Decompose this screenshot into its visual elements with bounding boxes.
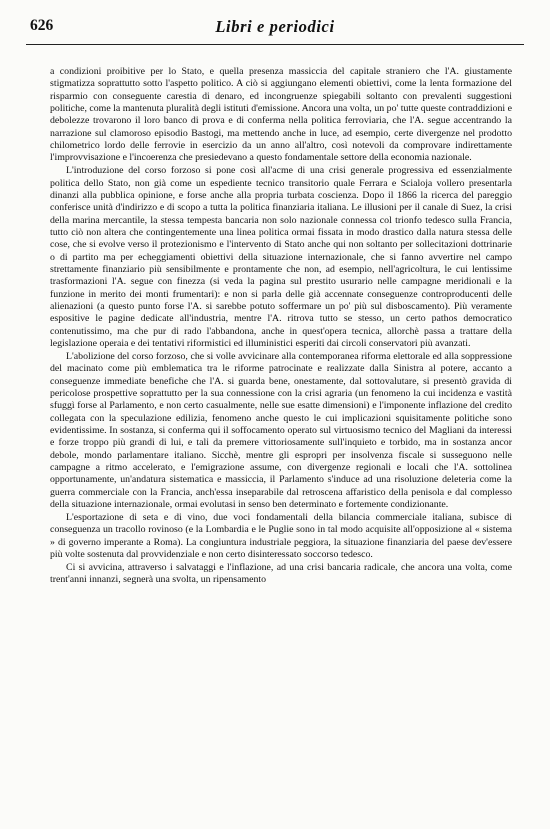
paragraph-5: Ci si avvicina, attraverso i salvataggi e l'inflazione, ad una crisi bancaria radicale, che ancora una volta, come trent'anni innanzi, segnerà una svolta, un ripensamento [50,561,512,586]
page-header [26,14,524,45]
paragraph-4: L'esportazione di seta e di vino, due voci fondamentali della bilancia commerciale italiana, subisce di conseguenza un tracollo rovinoso (e la Lombardia e le Puglie sono in tal modo acquisite all'opposizione al « sistema » di governo imperante a Roma). La congiuntura industriale peggiora, la situazione finanziaria del paese dev'essere più volte sostenuta dal provvidenziale e non certo disinteressato soccorso tedesco. [50,511,512,560]
paragraph-3: L'abolizione del corso forzoso, che si volle avvicinare alla contemporanea riforma elettorale ed alla soppressione del macinato come più emblematica tra le riforme patrocinate e realizzate dalla Sinistra al potere, accanto a conseguenze immediate benefiche che l'A. si guarda bene, onestamente, dal sottovalutare, si presentò gravida di pericolose prospettive soprattutto per la sua connessione con la crisi agraria (un fenomeno la cui incidenza e vastità sfuggì forse al Parlamento, e non certo casualmente, nelle sue esatte dimensioni) e l'imponente inflazione del credito collegata con la speculazione edilizia, fenomeno anche questo le cui implicazioni squisitamente politiche sono evidentissime. In sostanza, si conferma qui il soffocamento operato sul virtuosismo tecnico del Magliani da interessi e forze troppo più grandi di lui, e tali da premere vittoriosamente sull'inquieto e torbido, ma in sostanza ancor debole, mondo parlamentare italiano. Sicchè, mentre gli espropri per insolvenza fiscale si susseguono nelle campagne a ritmo accelerato, e l'emigrazione assume, con divergenze regionali e locali che l'A. sottolinea opportunamente, un'andatura sistematica e massiccia, il Parlamento s'induce ad una risoluzione deleteria come la guerra commerciale con la Francia, anch'essa inseparabile dal retroscena affaristico della penisola e dal complesso della situazione internazionale, ormai evolutasi in senso ben determinato e fortemente condizionante. [50,350,512,511]
body-text [50,66,512,586]
running-title: Libri e periodici [215,17,335,36]
page-number: 626 [30,17,54,34]
paragraph-1: a condizioni proibitive per lo Stato, e quella presenza massiccia del capitale straniero che l'A. giustamente stigmatizza soprattutto sotto l'aspetto politico. A ciò si aggiungano elementi obiettivi, come la lenta formazione del risparmio con conseguente carestia di denaro, ed incongruenze spiegabili soltanto con prevalenti suggestioni politiche, come la mantenuta pluralità degli istituti d'emissione. Ancora una volta, un po' tutte queste contraddizioni e debolezze trovarono il loro banco di prova e di conferma nella politica ferroviaria, che l'A. segue accentrando la narrazione sul clamoroso episodio Bastogi, ma mettendo anche in luce, ad esempio, certe divergenze nel prodotto chilometrico lordo delle ferrovie in esercizio da un anno all'altro, così notevoli da comprovare indirettamente l'improvvisazione e l'incoerenza che presiedevano a questo fondamentale settore della economia nazionale. [50,66,512,164]
paragraph-2: L'introduzione del corso forzoso si pone così all'acme di una crisi generale progressiva ed essenzialmente politica dello Stato, non già come un espediente tecnico transitorio quale Ferrara e Scialoja vollero presentarla dinanzi alla pubblica opinione, e forse anche alla propria turbata coscienza. Dopo il 1866 la ricerca del pareggio conferisce unità d'indirizzo e di scopo a tutta la politica finanziaria italiana. Le illusioni per il canale di Suez, la crisi della marina mercantile, la stessa tempesta bancaria non solo nazionale connessa col trionfo tedesco sulla Francia, tutto ciò non altera che contingentemente una linea politica ormai fissata in modo drastico dalla natura stessa delle cose, che si evolve verso il protezionismo e l'intervento di Stato anche qui non soltanto per sollecitazioni dottrinarie o di partito ma per echeggiamenti obiettivi della situazione internazionale, che si fanno avvertire nel campo strettamente finanziario più sensibilmente e prontamente che non, ad esempio, nell'agricoltura, le cui lentissime trasformazioni l'A. segue con finezza (si veda la pagina sul prestito usurario nelle campagne meridionali e la funzione in merito dei monti frumentari): e non si parla delle già accennate conseguenze controproducenti delle alienazioni (a questo punto forse l'A. si sarebbe potuto soffermare un po' più sul disboscamento). Più veramente espositive le pagine dedicate all'industria, mentre l'A. ritrova tutto se stesso, un certo pathos democratico contenutissimo, ma che pur di rado l'abbandona, anche in quest'opera tecnica, allorchè passa a trattare della legislazione operaia e dei tentativi riformistici ed illuministici esperiti dai circoli conservatori più avanzati. [50,165,512,350]
